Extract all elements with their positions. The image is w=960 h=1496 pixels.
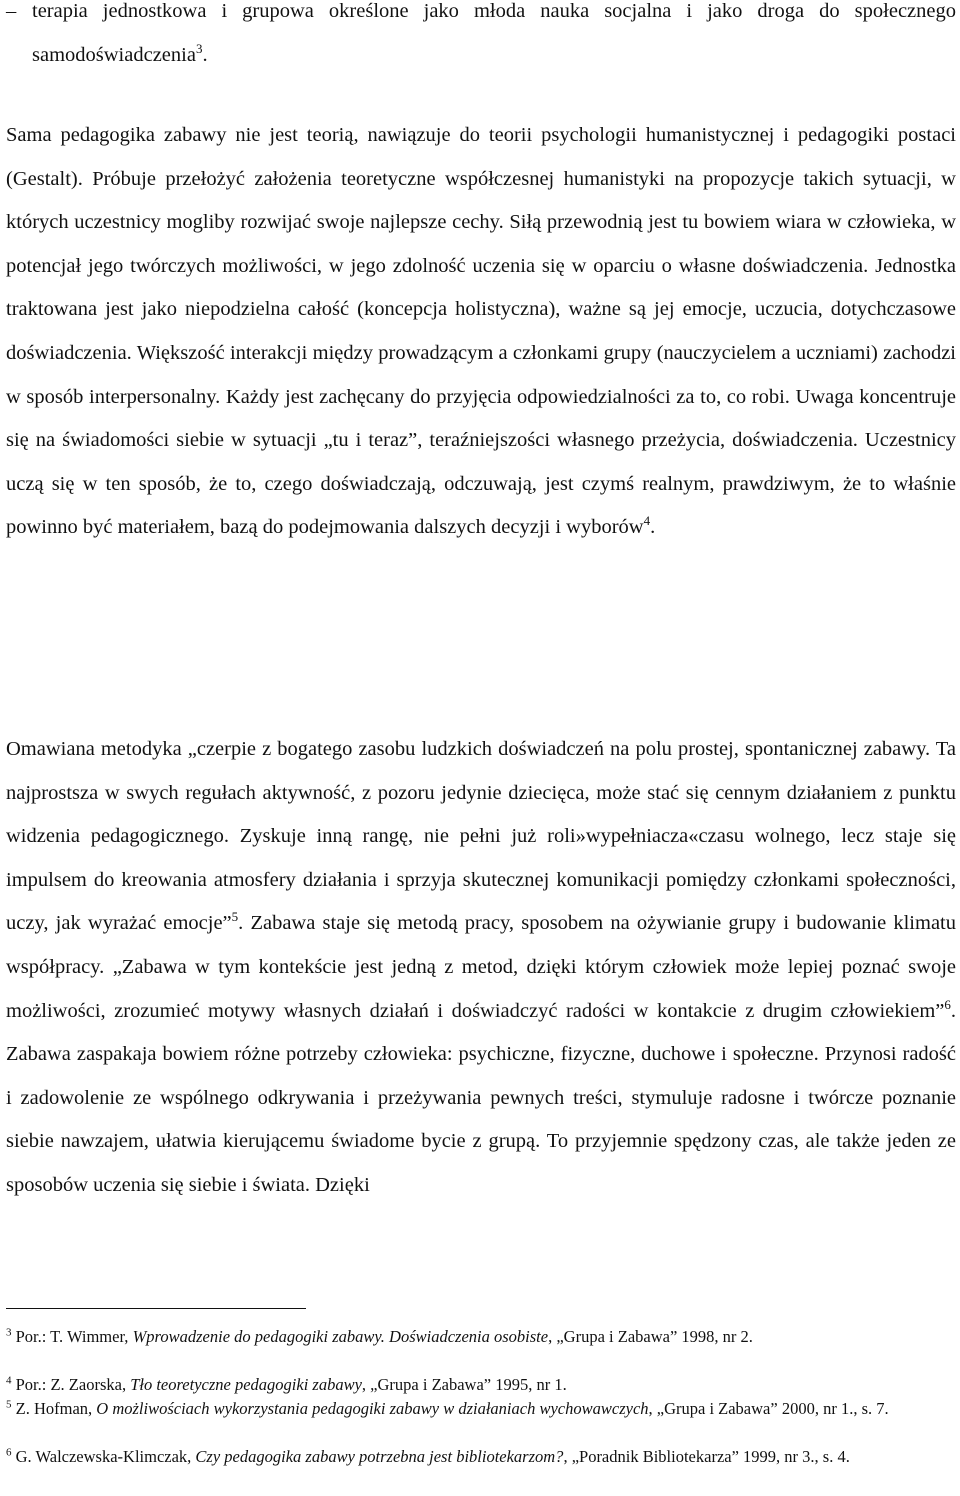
footnote-4 <box>6 1374 956 1396</box>
footnote-text: Por.: T. Wimmer, <box>11 1327 133 1346</box>
footnote-3 <box>6 1326 956 1348</box>
paragraph-2 <box>6 728 956 1208</box>
bullet-end: . <box>202 43 208 66</box>
paragraph-2-text-a: Omawiana metodyka „czerpie z bogatego zasobu ludzkich doświadczeń na polu prostej, spontanicznej zabawy. Ta najprostsza w swych regułach aktywność, z pozoru jedynie dziecięca, może stać się cennym działaniem z punktu widzenia pedagogicznego. Zyskuje inną rangę, nie pełni już roli»wypełniacza«czasu wolnego, lecz staje się impulsem do kreowania atmosfery działania i sprzyja skutecznej komunikacji pomiędzy członkami społeczności, uczy, jak wyrażać emocje” <box>6 738 956 935</box>
footnote-text: , „Grupa i Zabawa” 1998, nr 2. <box>548 1327 753 1346</box>
footnote-number: 3 <box>6 1326 12 1339</box>
paragraph-1-text: Sama pedagogika zabawy nie jest teorią, nawiązuje do teorii psychologii humanistycznej i pedagogiki postaci (Gestalt). Próbuje przełożyć założenia teoretyczne współczesnej humanistyki na propozycje takich sytuacji, w których uczestnicy mogliby rozwijać swoje najlepsze cechy. Siłą przewodnią jest tu bowiem wiara w człowieka, w potencjał jego twórczych możliwości, w jego zdolność uczenia się w oparciu o własne doświadczenia. Jednostka traktowana jest jako niepodzielna całość (koncepcja holistyczna), ważne są jej emocje, uczucia, dotychczasowe doświadczenia. Większość interakcji między prowadzącym a członkami grupy (nauczycielem a uczniami) zachodzi w sposób interpersonalny. Każdy jest zachęcany do przyjęcia odpowiedzialności za to, co robi. Uwaga koncentruje się na świadomości siebie w sytuacji „tu i teraz”, teraźniejszości własnego przeżycia, doświadczenia. Uczestnicy uczą się w ten sposób, że to, czego doświadczają, odczuwają, jest czymś realnym, prawdziwym, że to właśnie powinno być materiałem, bazą do podejmowania dalszych decyzji i wyborów <box>6 124 956 539</box>
paragraph-1 <box>6 114 956 550</box>
footnote-title: Wprowadzenie do pedagogiki zabawy. Doświadczenia osobiste <box>132 1327 549 1346</box>
footnote-6 <box>6 1446 956 1468</box>
footnote-ref-5: 5 <box>231 909 239 925</box>
footnote-text: , „Poradnik Bibliotekarza” 1999, nr 3., s. 4. <box>563 1447 850 1466</box>
footnote-title: O możliwościach wykorzystania pedagogiki zabawy w działaniach wychowawczych <box>96 1399 649 1418</box>
bullet-text-body: terapia jednostkowa i grupowa określone jako młoda nauka socjalna i jako droga do społecznego samodoświadczenia <box>32 0 956 66</box>
footnote-number: 6 <box>6 1446 12 1459</box>
paragraph-1-end: . <box>650 516 656 539</box>
footnote-text: Z. Hofman, <box>11 1399 97 1418</box>
footnote-text: Por.: Z. Zaorska, <box>11 1375 131 1394</box>
paragraph-2-text-c: . Zabawa zaspakaja bowiem różne potrzeby człowieka: psychiczne, fizyczne, duchowe i społeczne. Przynosi radość i zadowolenie ze wspólnego odkrywania i przeżywania pewnych treści, stymuluje radosne i twórcze poznanie siebie nawzajem, ułatwia kierującemu świadome bycie z grupą. To przyjemnie spędzony czas, ale także jeden ze sposobów uczenia się siebie i świata. Dzięki <box>6 999 956 1196</box>
paragraph-2-text-b: . Zabawa staje się metodą pracy, sposobem na ożywianie grupy i budowanie klimatu współpracy. „Zabawa w tym kontekście jest jedną z metod, dzięki którym człowiek może lepiej poznać swoje możliwości, zrozumieć motywy własnych działań i doświadczyć radości w kontakcie z drugim człowiekiem” <box>6 912 956 1022</box>
footnote-ref-6: 6 <box>944 996 951 1012</box>
footnote-5 <box>6 1398 956 1420</box>
footnote-number: 5 <box>6 1398 12 1411</box>
footnote-title: Tło teoretyczne pedagogiki zabawy <box>130 1375 362 1394</box>
footnote-number: 4 <box>6 1374 12 1387</box>
footnote-separator <box>6 1308 306 1309</box>
bullet-dash: – <box>6 0 17 22</box>
bullet-text <box>32 0 956 77</box>
footnote-text: , „Grupa i Zabawa” 1995, nr 1. <box>361 1375 567 1394</box>
footnote-ref-3: 3 <box>195 40 203 56</box>
footnote-text: G. Walczewska-Klimczak, <box>11 1447 196 1466</box>
footnote-ref-4: 4 <box>643 513 651 529</box>
footnote-title: Czy pedagogika zabawy potrzebna jest bibliotekarzom? <box>195 1447 564 1466</box>
footnote-text: , „Grupa i Zabawa” 2000, nr 1., s. 7. <box>648 1399 889 1418</box>
